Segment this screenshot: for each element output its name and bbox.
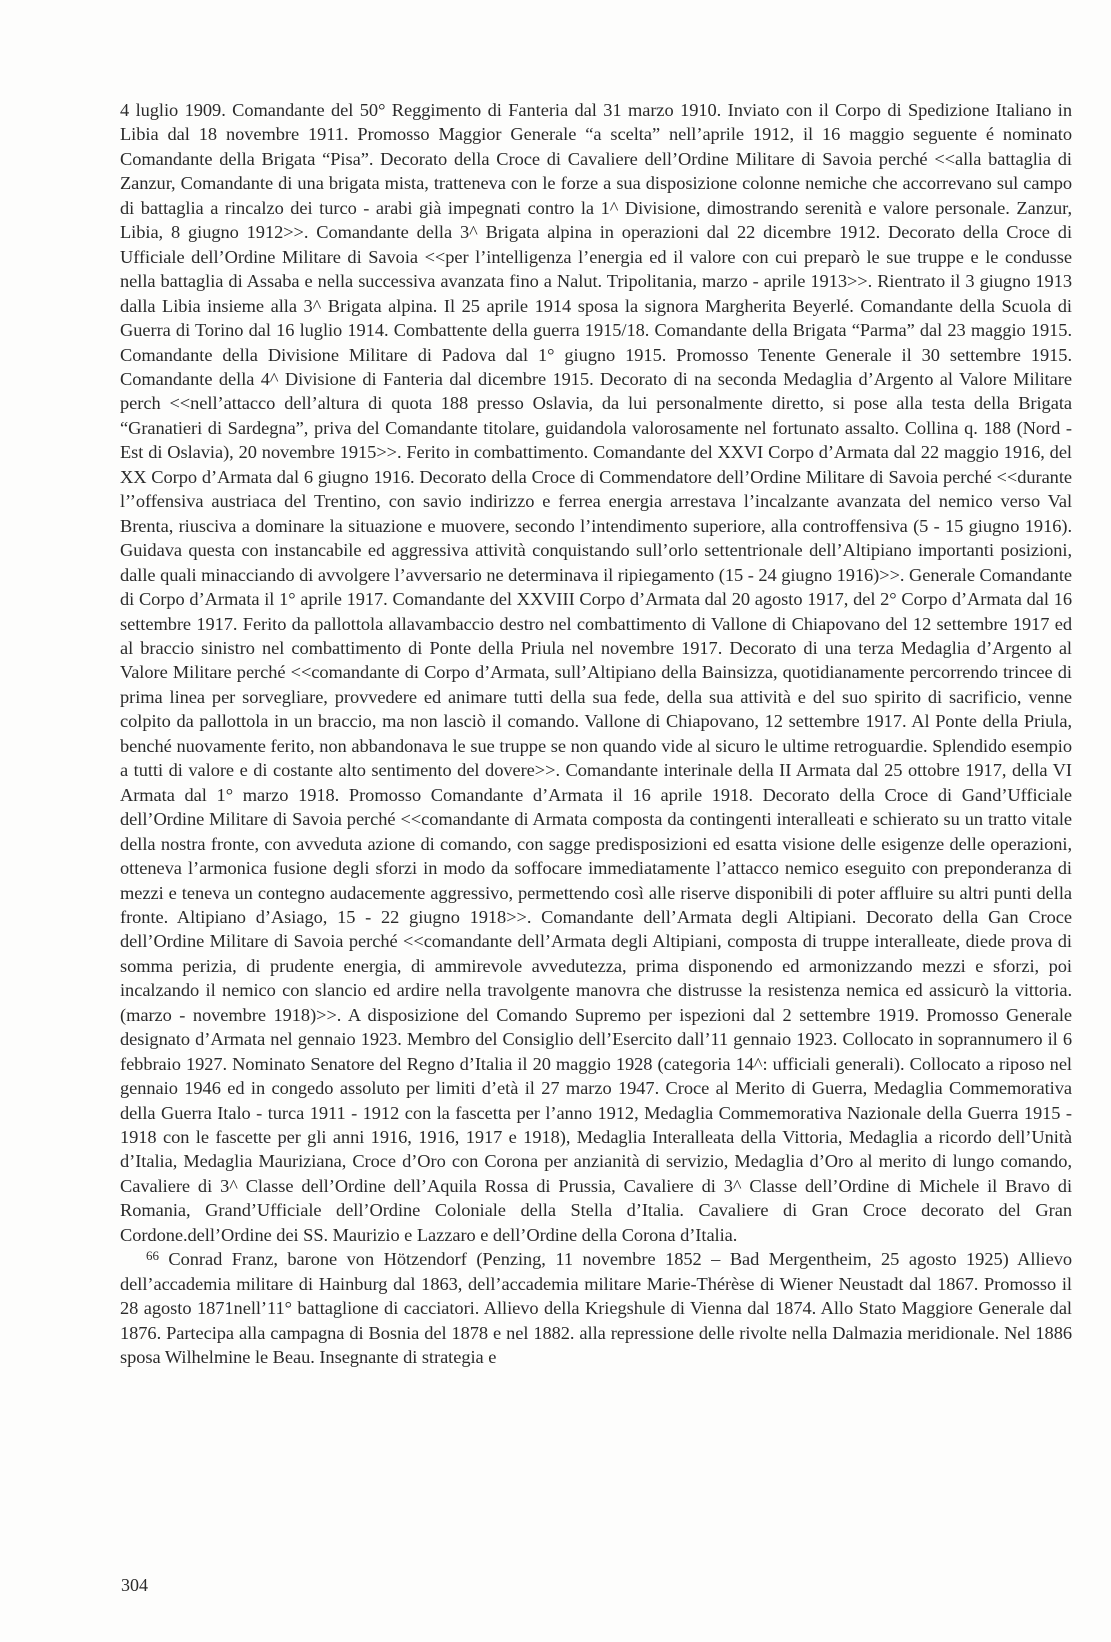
footnote-66 [120,1247,1072,1369]
footnote-number: 66 [146,1248,159,1264]
footnote-text: Conrad Franz, barone von Hötzendorf (Penzing, 11 novembre 1852 – Bad Mergentheim, 25 agosto 1925) Allievo dell’accademia militare di Hainburg dal 1863, dell’accademia militare Marie-Thérèse di Wiener Neustadt dal 1867. Promosso il 28 agosto 1871nell’11° battaglione di cacciatori. Allievo della Kriegshule di Vienna dal 1874. Allo Stato Maggiore Generale dal 1876. Partecipa alla campagna di Bosnia del 1878 e nel 1882. alla repressione delle rivolte nella Dalmazia meridionale. Nel 1886 sposa Wilhelmine le Beau. Insegnante di strategia e [120,1249,1072,1368]
page-number: 304 [121,1575,148,1595]
biography-paragraph: 4 luglio 1909. Comandante del 50° Reggimento di Fanteria dal 31 marzo 1910. Inviato con il Corpo di Spedizione Italiano in Libia dal 18 novembre 1911. Promosso Maggior Generale “a scelta” nell’aprile 1912, il 16 maggio seguente é nominato Comandante della Brigata “Pisa”. Decorato della Croce di Cavaliere dell’Ordine Militare di Savoia perché <<alla battaglia di Zanzur, Comandante di una brigata mista, tratteneva con le forze a sua disposizione colonne nemiche che accorrevano sul campo di battaglia a rincalzo dei turco - arabi già impegnati contro la 1^ Divisione, dimostrando serenità e valore personale. Zanzur, Libia, 8 giugno 1912>>. Comandante della 3^ Brigata alpina in operazioni dal 22 dicembre 1912. Decorato della Croce di Ufficiale dell’Ordine Militare di Savoia <<per l’intelligenza l’energia ed il valore con cui preparò le sue truppe e le condusse nella battaglia di Assaba e nella successiva avanzata fino a Nalut. Tripolitania, marzo - aprile 1913>>. Rientrato il 3 giugno 1913 dalla Libia insieme alla 3^ Brigata alpina. Il 25 aprile 1914 sposa la signora Margherita Beyerlé. Comandante della Scuola di Guerra di Torino dal 16 luglio 1914. Combattente della guerra 1915/18. Comandante della Brigata “Parma” dal 23 maggio 1915. Comandante della Divisione Militare di Padova dal 1° giugno 1915. Promosso Tenente Generale il 30 settembre 1915. Comandante della 4^ Divisione di Fanteria dal dicembre 1915. Decorato di na seconda Medaglia d’Argento al Valore Militare perch <<nell’attacco dell’altura di quota 188 presso Oslavia, da lui personalmente diretto, si pose alla testa della Brigata “Granatieri di Sardegna”, priva del Comandante titolare, guidandola valorosamente nel fortunato assalto. Collina q. 188 (Nord - Est di Oslavia), 20 novembre 1915>>. Ferito in combattimento. Comandante del XXVI Corpo d’Armata dal 22 maggio 1916, del XX Corpo d’Armata dal 6 giugno 1916. Decorato della Croce di Commendatore dell’Ordine Militare di Savoia perché <<durante l’’offensiva austriaca del Trentino, con savio indirizzo e ferrea energia arrestava l’incalzante avanzata del nemico verso Val Brenta, riusciva a dominare la situazione e muovere, secondo l’intendimento superiore, alla controffensiva (5 - 15 giugno 1916). Guidava questa con instancabile ed aggressiva attività conquistando sull’orlo settentrionale dell’Altipiano importanti posizioni, dalle quali minacciando di avvolgere l’avversario ne determinava il ripiegamento (15 - 24 giugno 1916)>>. Generale Comandante di Corpo d’Armata il 1° aprile 1917. Comandante del XXVIII Corpo d’Armata dal 20 agosto 1917, del 2° Corpo d’Armata dal 16 settembre 1917. Ferito da pallottola allavambaccio destro nel combattimento di Vallone di Chiapovano del 12 settembre 1917 ed al braccio sinistro nel combattimento di Ponte della Priula nel novembre 1917. Decorato di una terza Medaglia d’Argento al Valore Militare perché <<comandante di Corpo d’Armata, sull’Altipiano della Bainsizza, quotidianamente percorrendo trincee di prima linea per sorvegliare, provvedere ed animare tutti della sua fede, della sua attività e del suo spirito di sacrificio, venne colpito da pallottola in un braccio, ma non lasciò il comando. Vallone di Chiapovano, 12 settembre 1917. Al Ponte della Priula, benché nuovamente ferito, non abbandonava le sue truppe se non quando vide al sicuro le ultime retroguardie. Splendido esempio a tutti di valore e di costante alto sentimento del dovere>>. Comandante interinale della II Armata dal 25 ottobre 1917, della VI Armata dal 1° marzo 1918. Promosso Comandante d’Armata il 16 aprile 1918. Decorato della Croce di Gand’Ufficiale dell’Ordine Militare di Savoia perché <<comandante di Armata composta da contingenti interalleati e schierato su un tratto vitale della nostra fronte, con avveduta azione di comando, con sagge predisposizioni ed esatta visione delle esigenze delle operazioni, otteneva l’armonica fusione degli sforzi in modo da soffocare immediatamente l’attacco nemico eseguito con preponderanza di mezzi e teneva un contegno audacemente aggressivo, permettendo così alle riserve disponibili di poter affluire su altri punti della fronte. Altipiano d’Asiago, 15 - 22 giugno 1918>>. Comandante dell’Armata degli Altipiani. Decorato della Gan Croce dell’Ordine Militare di Savoia perché <<comandante dell’Armata degli Altipiani, composta di truppe interalleate, diede prova di somma perizia, di prudente energia, di ammirevole avvedutezza, prima disponendo ed armonizzando mezzi e sforzi, poi incalzando il nemico con slancio ed ardire nella travolgente manovra che distrusse la resistenza nemica ed assicurò la vittoria. (marzo - novembre 1918)>>. A disposizione del Comando Supremo per ispezioni dal 2 settembre 1919. Promosso Generale designato d’Armata nel gennaio 1923. Membro del Consiglio dell’Esercito dall’11 gennaio 1923. Collocato in soprannumero il 6 febbraio 1927. Nominato Senatore del Regno d’Italia il 20 maggio 1928 (categoria 14^: ufficiali generali). Collocato a riposo nel gennaio 1946 ed in congedo assoluto per limiti d’età il 27 marzo 1947. Croce al Merito di Guerra, Medaglia Commemorativa della Guerra Italo - turca 1911 - 1912 con la fascetta per l’anno 1912, Medaglia Commemorativa Nazionale della Guerra 1915 - 1918 con le fascette per gli anni 1916, 1916, 1917 e 1918), Medaglia Interalleata della Vittoria, Medaglia a ricordo dell’Unità d’Italia, Medaglia Mauriziana, Croce d’Oro con Corona per anzianità di servizio, Medaglia d’Oro al merito di lungo comando, Cavaliere di 3^ Classe dell’Ordine dell’Aquila Rossa di Prussia, Cavaliere di 3^ Classe dell’Ordine di Michele il Bravo di Romania, Grand’Ufficiale dell’Ordine Coloniale della Stella d’Italia. Cavaliere di Gran Croce decorato del Gran Cordone.dell’Ordine dei SS. Maurizio e Lazzaro e dell’Ordine della Corona d’Italia. [120,100,1072,1245]
body-text [120,98,1072,1370]
